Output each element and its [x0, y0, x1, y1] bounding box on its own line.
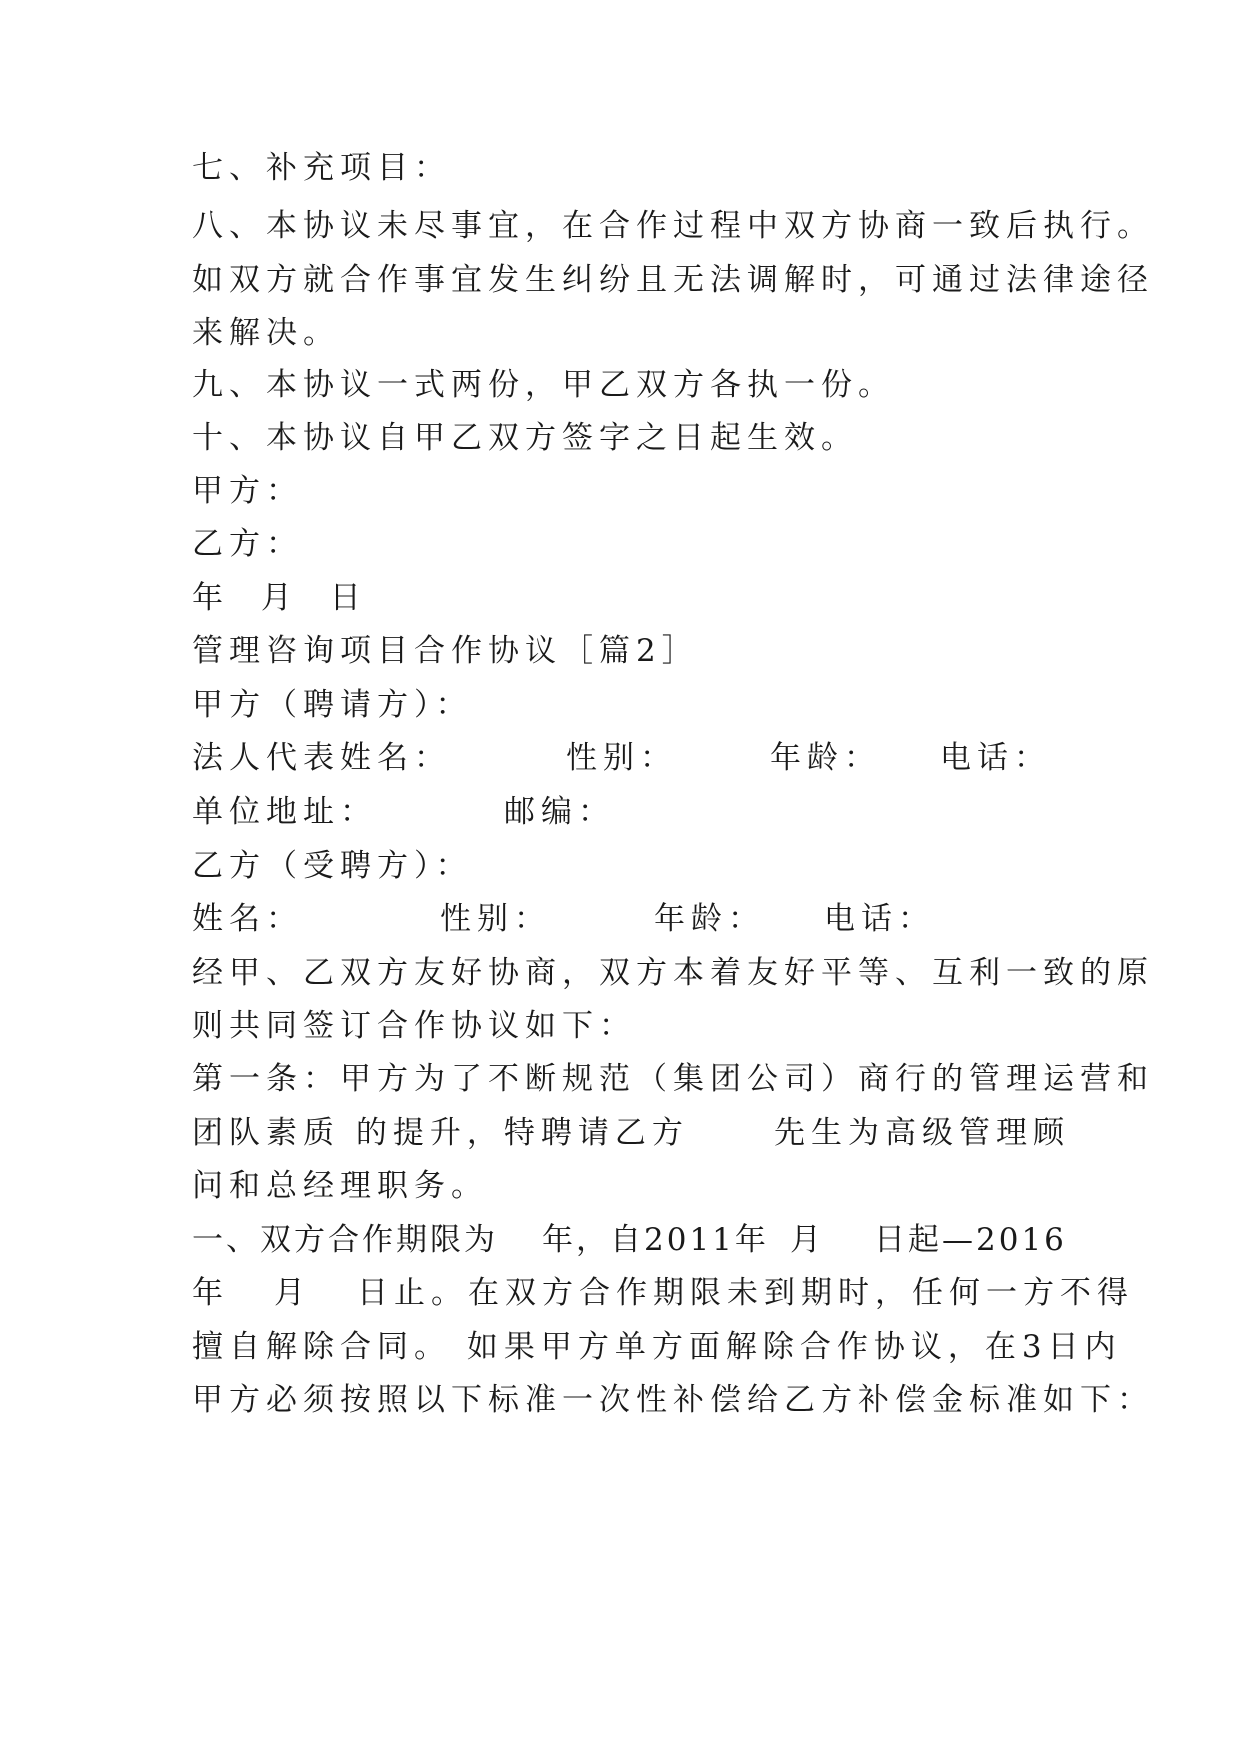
consultant-title: 先生为高级管理顾	[774, 1115, 1070, 1151]
term-line-1	[192, 1220, 1092, 1260]
term-end-year: 年	[192, 1275, 229, 1311]
term-line-2	[192, 1273, 1134, 1313]
article-1-text: 团队素质 的提升，特聘请乙方	[192, 1115, 689, 1151]
legal-rep-name-label: 法人代表姓名：	[192, 740, 451, 776]
term-end-month: 月	[274, 1275, 311, 1311]
term-label: 一、双方合作期限为	[192, 1222, 498, 1258]
clause-10: 十、本协议自甲乙双方签字之日起生效。	[192, 420, 858, 456]
party-a-info-row	[192, 738, 1092, 778]
phone-label: 电话：	[940, 740, 1051, 776]
party-b-info-row	[192, 899, 1092, 939]
term-start-day: 日起—2016	[874, 1222, 1067, 1258]
termination-line-1: 擅自解除合同。 如果甲方单方面解除合作协议，在3日内	[192, 1329, 1122, 1365]
preamble-line-2: 则共同签订合作协议如下：	[192, 1008, 636, 1044]
term-start-month: 月	[790, 1222, 824, 1258]
clause-8-line-1: 八、本协议未尽事宜，在合作过程中双方协商一致后执行。	[192, 208, 1154, 244]
age-label: 年龄：	[770, 740, 881, 776]
party-a-signature: 甲方：	[192, 473, 303, 509]
name-label: 姓名：	[192, 901, 303, 937]
age-label: 年龄：	[654, 901, 765, 937]
phone-label: 电话：	[824, 901, 935, 937]
clause-8-line-3: 来解决。	[192, 315, 340, 351]
clause-8-line-2: 如双方就合作事宜发生纠纷且无法调解时，可通过法律途径	[192, 262, 1154, 298]
clause-9: 九、本协议一式两份，甲乙双方各执一份。	[192, 367, 895, 403]
party-a-address-row	[192, 792, 1092, 832]
gender-label: 性别：	[566, 740, 677, 776]
term-end-day: 日止。在双方合作期限未到期时，任何一方不得	[357, 1275, 1134, 1311]
article-1-line-3: 问和总经理职务。	[192, 1168, 488, 1204]
address-label: 单位地址：	[192, 794, 377, 830]
clause-7: 七、补充项目：	[192, 150, 451, 186]
date-line: 年 月 日	[192, 580, 375, 616]
gender-label: 性别：	[440, 901, 551, 937]
article-1-line-1: 第一条：甲方为了不断规范（集团公司）商行的管理运营和	[192, 1061, 1154, 1097]
termination-line-2: 甲方必须按照以下标准一次性补偿给乙方补偿金标准如下：	[192, 1382, 1154, 1418]
party-a-header: 甲方（聘请方）：	[192, 687, 473, 723]
preamble-line-1: 经甲、乙双方友好协商，双方本着友好平等、互利一致的原	[192, 955, 1154, 991]
party-b-signature: 乙方：	[192, 526, 303, 562]
article-1-line-2	[192, 1113, 1092, 1153]
section-title: 管理咨询项目合作协议［篇2］	[192, 633, 699, 669]
postcode-label: 邮编：	[504, 794, 615, 830]
term-years: 年，自2011年	[542, 1222, 769, 1258]
party-b-header: 乙方（受聘方）：	[192, 848, 473, 884]
